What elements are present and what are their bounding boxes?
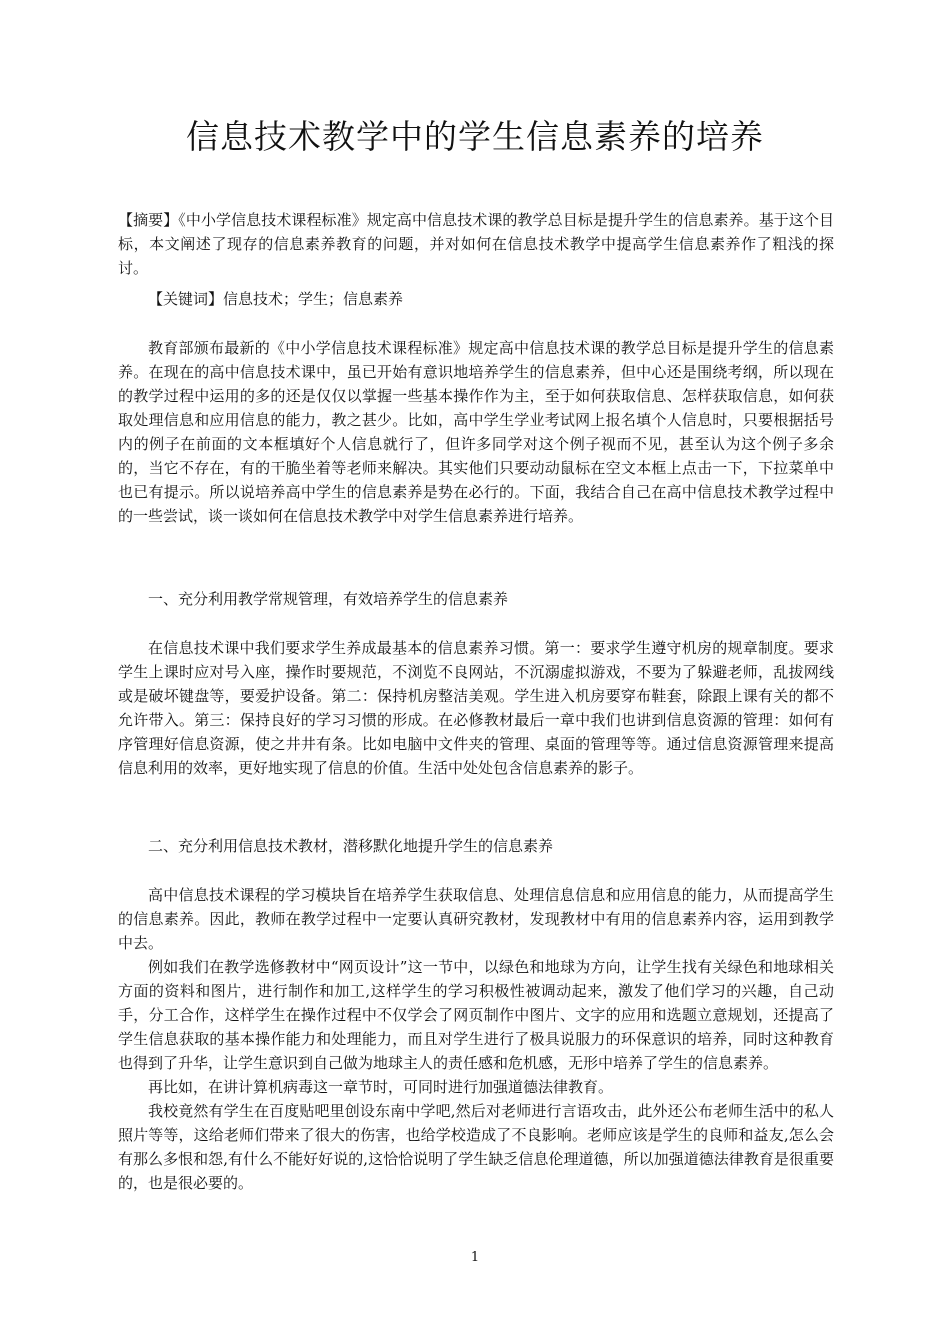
section-2-paragraph: 例如我们在教学选修教材中“网页设计”这一节中，以绿色和地球为方向，让学生找有关绿色和地球相关方面的资料和图片，进行制作和加工,这样学生的学习积极性被调动起来，激发了他们学习的兴趣，自己动手，分工合作，这样学生在操作过程中不仅学会了网页制作中图片、文字的应用和选题立意规划，还提高了学生信息获取的基本操作能力和处理能力，而且对学生进行了极具说服力的环保意识的培养，同时这种教育也得到了升华，让学生意识到自己做为地球主人的责任感和危机感，无形中培养了学生的信息素养。 <box>118 958 834 1072</box>
section-1-heading: 一、充分利用教学常规管理，有效培养学生的信息素养 <box>148 590 509 608</box>
document-title: 信息技术教学中的学生信息素养的培养 <box>186 117 764 156</box>
section-2-body <box>118 883 834 1195</box>
section-2-paragraph: 再比如，在讲计算机病毒这一章节时，可同时进行加强道德法律教育。 <box>148 1078 614 1096</box>
keywords-line: 【关键词】信息技术；学生；信息素养 <box>148 290 404 308</box>
section-2-paragraph: 高中信息技术课程的学习模块旨在培养学生获取信息、处理信息信息和应用信息的能力，从而提高学生的信息素养。因此，教师在教学过程中一定要认真研究教材，发现教材中有用的信息素养内容，运用到教学中去。 <box>118 886 834 952</box>
page-number: 1 <box>470 1250 480 1265</box>
section-2-paragraph: 我校竟然有学生在百度贴吧里创设东南中学吧,然后对老师进行言语攻击，此外还公布老师生活中的私人照片等等，这给老师们带来了很大的伤害，也给学校造成了不良影响。老师应该是学生的良师和益友,怎么会有那么多恨和怨,有什么不能好好说的,这恰恰说明了学生缺乏信息伦理道德，所以加强道德法律教育是很重要的，也是很必要的。 <box>118 1102 834 1192</box>
abstract-paragraph: 【摘要】《中小学信息技术课程标准》规定高中信息技术课的教学总目标是提升学生的信息素养。基于这个目标，本文阐述了现存的信息素养教育的问题，并对如何在信息技术教学中提高学生信息素养作了粗浅的探讨。 <box>118 211 834 277</box>
section-2-heading: 二、充分利用信息技术教材，潜移默化地提升学生的信息素养 <box>148 837 554 855</box>
section-1-paragraph: 在信息技术课中我们要求学生养成最基本的信息素养习惯。第一：要求学生遵守机房的规章制度。要求学生上课时应对号入座，操作时要规范，不浏览不良网站，不沉溺虚拟游戏，不要为了躲避老师，乱拔网线或是破坏键盘等，要爱护设备。第二：保持机房整洁美观。学生进入机房要穿布鞋套，除跟上课有关的都不允许带入。第三：保持良好的学习习惯的形成。在必修教材最后一章中我们也讲到信息资源的管理：如何有序管理好信息资源，使之井井有条。比如电脑中文件夹的管理、桌面的管理等等。通过信息资源管理来提高信息利用的效率，更好地实现了信息的价值。生活中处处包含信息素养的影子。 <box>118 639 834 777</box>
intro-paragraph: 教育部颁布最新的《中小学信息技术课程标准》规定高中信息技术课的教学总目标是提升学生的信息素养。在现在的高中信息技术课中，虽已开始有意识地培养学生的信息素养，但中心还是围绕考纲，所以现在的教学过程中运用的多的还是仅仅以掌握一些基本操作作为主，至于如何获取信息、怎样获取信息，如何获取处理信息和应用信息的能力，教之甚少。比如，高中学生学业考试网上报名填个人信息时，只要根据括号内的例子在前面的文本框填好个人信息就行了，但许多同学对这个例子视而不见，甚至认为这个例子多余的，当它不存在，有的干脆坐着等老师来解决。其实他们只要动动鼠标在空文本框上点击一下，下拉菜单中也已有提示。所以说培养高中学生的信息素养是势在必行的。下面，我结合自己在高中信息技术教学过程中的一些尝试，谈一谈如何在信息技术教学中对学生信息素养进行培养。 <box>118 339 834 525</box>
